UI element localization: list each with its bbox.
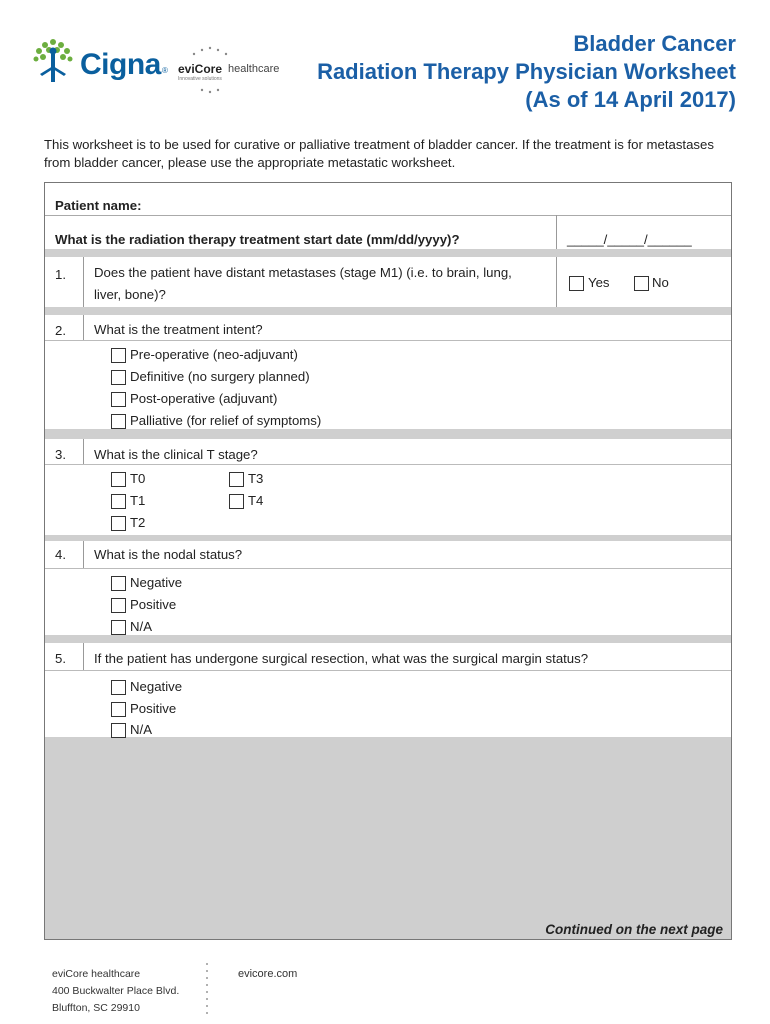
q3-t4-checkbox[interactable] xyxy=(229,494,244,509)
section-spacer xyxy=(45,429,731,439)
evicore-tagline: Innovative solutions xyxy=(178,76,222,82)
section-spacer xyxy=(45,635,731,643)
question-number: 1. xyxy=(55,267,66,282)
question-3-text: What is the clinical T stage? xyxy=(94,447,258,462)
question-4 xyxy=(45,541,731,635)
start-date-field[interactable]: _____/_____/______ xyxy=(567,232,692,247)
section-spacer xyxy=(45,307,731,315)
footer-divider-dots xyxy=(205,962,209,1018)
title-line-2: Radiation Therapy Physician Worksheet xyxy=(317,59,736,84)
divider xyxy=(83,541,84,568)
divider xyxy=(83,257,84,307)
question-5-text: If the patient has undergone surgical resection, what was the surgical margin status? xyxy=(94,651,589,666)
question-3 xyxy=(45,439,731,535)
divider xyxy=(45,340,731,341)
footer-address-line2: Bluffton, SC 29910 xyxy=(52,1002,140,1014)
q1-no-label: No xyxy=(652,275,669,290)
question-1-text-line1: Does the patient have distant metastases (stage M1) (i.e. to brain, lung, xyxy=(94,265,512,280)
q2-option-label: Definitive (no surgery planned) xyxy=(130,369,310,384)
q3-t0-label: T0 xyxy=(130,471,146,486)
q3-t1-checkbox[interactable] xyxy=(111,494,126,509)
title-line-3: (As of 14 April 2017) xyxy=(525,87,736,112)
q3-t0-checkbox[interactable] xyxy=(111,472,126,487)
q5-option-checkbox[interactable] xyxy=(111,702,126,717)
q3-t3-checkbox[interactable] xyxy=(229,472,244,487)
cigna-registered-mark: ® xyxy=(162,66,168,75)
q4-option-checkbox[interactable] xyxy=(111,620,126,635)
title-line-1: Bladder Cancer xyxy=(573,31,736,56)
intro-paragraph: This worksheet is to be used for curative or palliative treatment of bladder cancer. If the treatment is for metastases from bladder cancer, please use the appropriate metastatic worksheet. xyxy=(44,137,714,170)
footer-address-line1: 400 Buckwalter Place Blvd. xyxy=(52,985,180,997)
q5-option-checkbox[interactable] xyxy=(111,723,126,738)
footer-website[interactable]: evicore.com xyxy=(238,968,298,980)
q2-option-label: Pre-operative (neo-adjuvant) xyxy=(130,347,298,362)
q4-option-label: Negative xyxy=(130,575,183,590)
divider xyxy=(556,257,557,307)
evicore-wordmark: eviCore xyxy=(178,62,223,76)
patient-name-label: Patient name: xyxy=(55,198,142,213)
divider xyxy=(83,643,84,670)
document-title xyxy=(317,30,736,114)
worksheet-form xyxy=(44,182,732,940)
divider xyxy=(556,215,557,249)
logo-area xyxy=(30,36,300,92)
section-spacer xyxy=(45,249,731,257)
q1-yes-label: Yes xyxy=(588,275,610,290)
question-number: 2. xyxy=(55,323,66,338)
q2-option-checkbox[interactable] xyxy=(111,348,126,363)
q1-no-checkbox[interactable] xyxy=(634,276,649,291)
divider xyxy=(45,568,731,569)
q4-option-checkbox[interactable] xyxy=(111,576,126,591)
divider xyxy=(45,670,731,671)
q2-option-label: Post-operative (adjuvant) xyxy=(130,391,278,406)
q4-option-checkbox[interactable] xyxy=(111,598,126,613)
q1-yes-checkbox[interactable] xyxy=(569,276,584,291)
q3-t2-checkbox[interactable] xyxy=(111,516,126,531)
q4-option-label: Positive xyxy=(130,597,177,612)
question-number: 3. xyxy=(55,447,66,462)
question-4-text: What is the nodal status? xyxy=(94,547,243,562)
footer-address xyxy=(52,966,179,1017)
question-5 xyxy=(45,643,731,737)
q3-t4-label: T4 xyxy=(248,493,264,508)
cigna-tree-logo xyxy=(30,36,76,84)
q2-option-checkbox[interactable] xyxy=(111,370,126,385)
q5-option-label: Negative xyxy=(130,679,183,694)
question-number: 4. xyxy=(55,547,66,562)
divider xyxy=(83,439,84,464)
evicore-logo xyxy=(178,46,298,92)
question-1 xyxy=(45,257,731,307)
question-number: 5. xyxy=(55,651,66,666)
footer-company: eviCore healthcare xyxy=(52,968,141,980)
q5-option-label: Positive xyxy=(130,701,177,716)
divider xyxy=(45,215,731,216)
q5-option-label: N/A xyxy=(130,722,152,737)
divider xyxy=(83,315,84,340)
question-1-text-line2: liver, bone)? xyxy=(94,287,166,302)
q2-option-label: Palliative (for relief of symptoms) xyxy=(130,413,322,428)
q2-option-checkbox[interactable] xyxy=(111,414,126,429)
q4-option-label: N/A xyxy=(130,619,152,634)
question-2-text: What is the treatment intent? xyxy=(94,322,263,337)
q2-option-checkbox[interactable] xyxy=(111,392,126,407)
divider xyxy=(45,464,731,465)
start-date-label: What is the radiation therapy treatment start date (mm/dd/yyyy)? xyxy=(55,232,460,247)
q3-t3-label: T3 xyxy=(248,471,264,486)
q5-option-checkbox[interactable] xyxy=(111,680,126,695)
cigna-wordmark: Cigna xyxy=(80,48,161,81)
continued-note: Continued on the next page xyxy=(545,922,723,937)
q3-t2-label: T2 xyxy=(130,515,146,530)
patient-info-section xyxy=(45,183,731,249)
q3-t1-label: T1 xyxy=(130,493,146,508)
question-2 xyxy=(45,315,731,429)
evicore-healthcare-text: healthcare xyxy=(228,63,280,75)
